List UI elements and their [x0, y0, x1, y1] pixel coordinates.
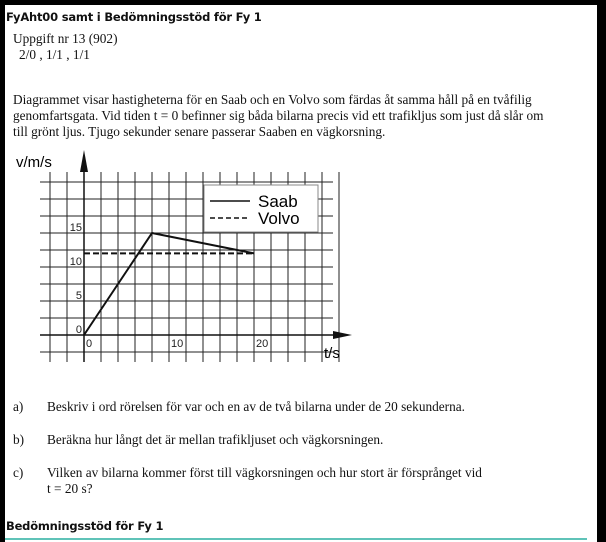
question-label: c): [13, 465, 24, 480]
question-text: Beräkna hur långt det är mellan trafikljuset och vägkorsningen.: [47, 432, 384, 447]
x-tick-label: 0: [86, 338, 93, 350]
legend-label-volvo: Volvo: [258, 209, 300, 228]
question-label: b): [13, 432, 25, 447]
question-label: a): [13, 399, 24, 414]
task-points: 2/0 , 1/1 , 1/1: [19, 47, 90, 62]
y-axis-label: v/m/s: [16, 154, 52, 171]
velocity-chart: [0, 140, 370, 385]
intro-line: till grönt ljus. Tjugo sekunder senare passerar Saaben en vägkorsning.: [13, 124, 386, 139]
header-title: FyAht00 samt i Bedömningsstöd för Fy 1: [6, 10, 262, 24]
y-tick-label: 15: [69, 222, 82, 234]
task-number: Uppgift nr 13 (902): [13, 31, 118, 46]
x-tick-label: 10: [171, 338, 184, 350]
intro-line: genomfartsgata. Vid tiden t = 0 befinner sig båda bilarna precis vid ett trafikljus som just då slår om: [13, 108, 544, 123]
footer-divider: [5, 538, 587, 540]
y-axis-arrow-icon: [80, 150, 88, 172]
x-axis-arrow-icon: [333, 331, 352, 339]
question-text: t = 20 s?: [47, 481, 93, 496]
y-tick-label: 5: [75, 290, 82, 302]
document-page: [5, 5, 597, 542]
question-text: Beskriv i ord rörelsen för var och en av de två bilarna under de 20 sekunderna.: [47, 399, 465, 414]
y-tick-label: 0: [75, 324, 82, 336]
question-text: Vilken av bilarna kommer först till vägkorsningen och hur stort är försprånget vid: [47, 465, 482, 480]
legend-label-saab: Saab: [258, 192, 298, 211]
y-tick-label: 10: [69, 256, 82, 268]
x-axis-label: t/s: [324, 345, 340, 362]
footer-title: Bedömningsstöd för Fy 1: [6, 519, 164, 533]
intro-line: Diagrammet visar hastigheterna för en Saab och en Volvo som färdas åt samma håll på en tvåfilig: [13, 92, 532, 107]
x-tick-label: 20: [256, 338, 269, 350]
